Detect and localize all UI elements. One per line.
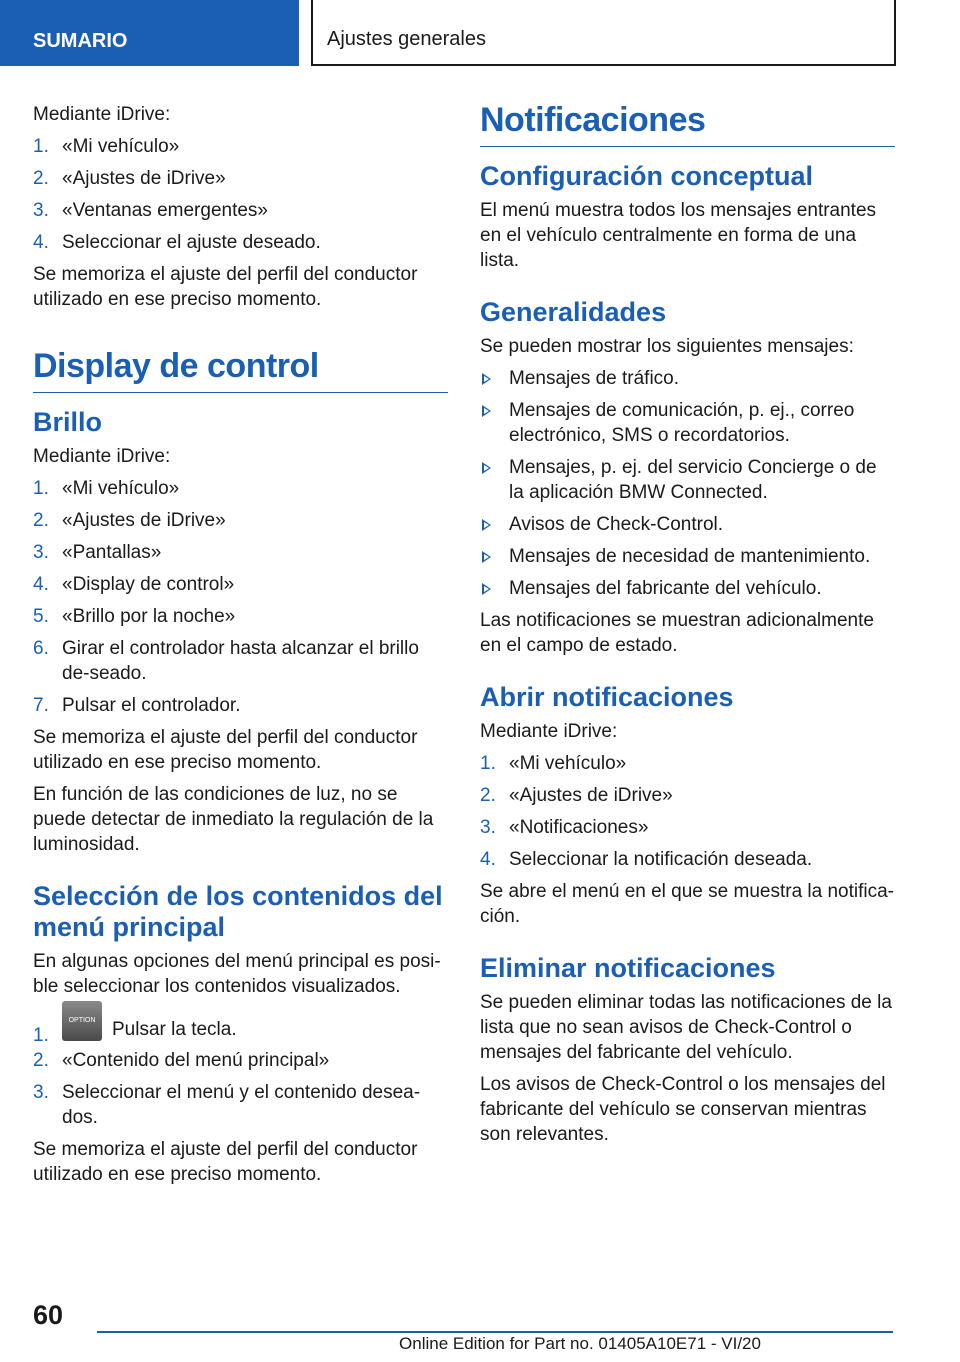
subheading-general: Generalidades <box>480 297 667 327</box>
profile-note: Se memoriza el ajuste del perfil del conductor utilizado en ese preciso momento. <box>33 264 418 310</box>
bullet-triangle-icon <box>482 583 491 595</box>
subheading-open: Abrir notificaciones <box>480 682 734 712</box>
footer-edition: Online Edition for Part no. 01405A10E71 - VI/20 <box>399 1334 761 1353</box>
list-item: 2. «Ajustes de iDrive» <box>33 168 226 189</box>
subheading-main-menu: Selección de los contenidos del menú principal <box>33 881 443 942</box>
subheading-concept: Configuración conceptual <box>480 161 814 191</box>
bullet-triangle-icon <box>482 462 491 474</box>
open-note: Se abre el menú en el que se muestra la notifica-ción. <box>480 881 895 927</box>
list-item: 4. «Display de control» <box>33 574 235 595</box>
main-menu-steps-list <box>33 1013 448 1130</box>
intro-text: Mediante iDrive: <box>33 104 171 125</box>
list-item: 4. Seleccionar la notificación deseada. <box>480 849 813 870</box>
section-title-tab: Ajustes generales <box>311 0 896 66</box>
list-item: 1. OPTION Pulsar la tecla. <box>33 1013 448 1041</box>
list-item: 1. «Mi vehículo» <box>33 136 180 157</box>
open-intro: Mediante iDrive: <box>480 721 618 742</box>
list-item: 3. «Notificaciones» <box>480 817 649 838</box>
list-item: 3. «Pantallas» <box>33 542 162 563</box>
section-heading-notifications: Notificaciones <box>480 100 895 147</box>
list-item: 3. «Ventanas emergentes» <box>33 200 268 221</box>
page-number: 60 <box>33 1300 64 1330</box>
list-item: Mensajes de tráfico. <box>480 366 895 391</box>
message-types-list <box>480 366 895 601</box>
bullet-triangle-icon <box>482 519 491 531</box>
list-item: 2. «Ajustes de iDrive» <box>33 510 226 531</box>
list-item: 6. Girar el controlador hasta alcanzar el brillo de-seado. <box>33 638 419 684</box>
list-item: 2. «Ajustes de iDrive» <box>480 785 673 806</box>
section-heading-display: Display de control <box>33 346 448 393</box>
list-item: 5. «Brillo por la noche» <box>33 606 236 627</box>
light-conditions-note: En función de las condiciones de luz, no se puede detectar de inmediato la regulación de la luminosidad. <box>33 784 434 855</box>
subheading-brillo: Brillo <box>33 407 103 437</box>
top-header <box>0 0 960 66</box>
list-item: Mensajes de comunicación, p. ej., correo electrónico, SMS o recordatorios. <box>480 398 895 448</box>
left-column <box>33 102 448 1194</box>
list-item: 4. Seleccionar el ajuste deseado. <box>33 232 321 253</box>
option-key-icon: OPTION <box>62 1001 102 1041</box>
list-item: 7. Pulsar el controlador. <box>33 695 241 716</box>
list-item: Mensajes, p. ej. del servicio Concierge o de la aplicación BMW Connected. <box>480 455 895 505</box>
open-steps-list <box>480 751 895 872</box>
popup-steps-list <box>33 134 448 255</box>
status-field-note: Las notificaciones se muestran adicionalmente en el campo de estado. <box>480 610 874 656</box>
list-item: 1. «Mi vehículo» <box>33 478 180 499</box>
general-intro: Se pueden mostrar los siguientes mensajes: <box>480 336 854 357</box>
main-menu-intro: En algunas opciones del menú principal es posi-ble seleccionar los contenidos visualizados. <box>33 951 441 997</box>
subheading-delete: Eliminar notificaciones <box>480 953 776 983</box>
list-item: Avisos de Check-Control. <box>480 512 895 537</box>
profile-note: Se memoriza el ajuste del perfil del conductor utilizado en ese preciso momento. <box>33 727 418 773</box>
list-item: 1. «Mi vehículo» <box>480 753 627 774</box>
bullet-triangle-icon <box>482 551 491 563</box>
list-item: Mensajes de necesidad de mantenimiento. <box>480 544 895 569</box>
delete-text: Se pueden eliminar todas las notificaciones de la lista que no sean avisos de Check-Control o mensajes del fabricante del vehículo. <box>480 992 892 1063</box>
delete-text-retained: Los avisos de Check-Control o los mensajes del fabricante del vehículo se conservan mientras son relevantes. <box>480 1074 886 1145</box>
brillo-intro: Mediante iDrive: <box>33 446 171 467</box>
concept-text: El menú muestra todos los mensajes entrantes en el vehículo centralmente en forma de una lista. <box>480 200 877 271</box>
sumario-tab[interactable]: SUMARIO <box>0 0 299 66</box>
footer-divider <box>97 1331 893 1333</box>
right-column <box>480 100 895 1154</box>
brillo-steps-list <box>33 476 448 718</box>
bullet-triangle-icon <box>482 373 491 385</box>
list-item: Mensajes del fabricante del vehículo. <box>480 576 895 601</box>
bullet-triangle-icon <box>482 405 491 417</box>
profile-note: Se memoriza el ajuste del perfil del conductor utilizado en ese preciso momento. <box>33 1139 418 1185</box>
list-item: 3. Seleccionar el menú y el contenido desea-dos. <box>33 1082 421 1128</box>
list-item: 2. «Contenido del menú principal» <box>33 1050 330 1071</box>
